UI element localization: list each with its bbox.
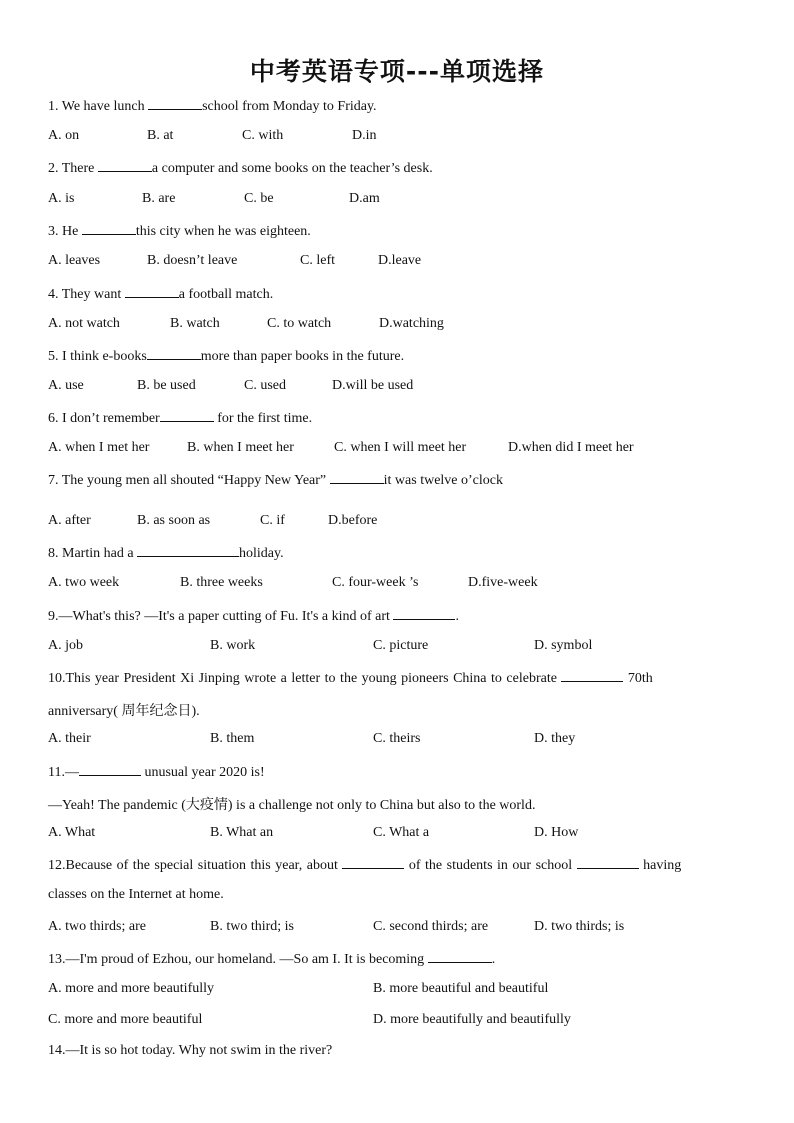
option-b: B. as soon as: [137, 513, 211, 528]
option-d: D. more beautifully and beautifully: [373, 1012, 571, 1027]
answer-blank: [98, 159, 152, 172]
option-c: C. with: [242, 128, 284, 143]
option-d: D.leave: [378, 253, 422, 268]
option-b: B. are: [142, 191, 176, 206]
option-d: D.when did I meet her: [508, 440, 634, 455]
question-12: 12.Because of the special situation this year, about of the students in our school having: [48, 858, 682, 873]
options-9: [48, 638, 748, 658]
question-8: 8. Martin had a holiday.: [48, 546, 284, 561]
option-a: A. when I met her: [48, 440, 150, 455]
option-b: B. more beautiful and beautiful: [373, 981, 549, 996]
options-12: [48, 919, 748, 939]
option-c: C. used: [244, 378, 286, 393]
option-c: C. more and more beautiful: [48, 1012, 203, 1027]
option-a: A. leaves: [48, 253, 101, 268]
option-b: B. work: [210, 638, 256, 653]
option-b: B. at: [147, 128, 174, 143]
question-11-reply: —Yeah! The pandemic (大疫情) is a challenge not only to China but also to the world.: [48, 798, 536, 813]
option-d: D. they: [534, 731, 576, 746]
option-c: C. be: [244, 191, 274, 206]
answer-blank: [137, 544, 239, 557]
answer-blank: [561, 669, 623, 682]
question-9: 9.—What's this? —It's a paper cutting of Fu. It's a kind of art .: [48, 609, 459, 624]
question-11: 11.— unusual year 2020 is!: [48, 765, 265, 780]
options-7: [48, 513, 748, 533]
option-c: C. picture: [373, 638, 429, 653]
option-d: D. How: [534, 825, 579, 840]
options-3: [48, 253, 748, 273]
option-b: B. two third; is: [210, 919, 295, 934]
question-14: 14.—It is so hot today. Why not swim in the river?: [48, 1043, 333, 1058]
question-10: 10.This year President Xi Jinping wrote a letter to the young pioneers China to celebrate 70th: [48, 671, 653, 686]
option-d: D. symbol: [534, 638, 593, 653]
answer-blank: [147, 347, 201, 360]
option-a: A. not watch: [48, 316, 120, 331]
answer-blank: [330, 471, 384, 484]
option-b: B. be used: [137, 378, 196, 393]
option-c: C. second thirds; are: [373, 919, 489, 934]
options-11: [48, 825, 748, 845]
question-2: 2. There a computer and some books on the teacher’s desk.: [48, 161, 433, 176]
options-13-row1: [48, 981, 748, 1001]
question-10-continued: anniversary( 周年纪念日).: [48, 704, 200, 719]
question-3: 3. He this city when he was eighteen.: [48, 224, 311, 239]
options-8: [48, 575, 748, 595]
answer-blank: [342, 856, 404, 869]
option-d: D.before: [328, 513, 378, 528]
option-d: D.five-week: [468, 575, 538, 590]
option-b: B. doesn’t leave: [147, 253, 238, 268]
answer-blank: [125, 285, 179, 298]
option-c: C. when I will meet her: [334, 440, 467, 455]
options-4: [48, 316, 748, 336]
option-a: A. on: [48, 128, 80, 143]
option-a: A. What: [48, 825, 96, 840]
answer-blank: [82, 222, 136, 235]
option-d: D.will be used: [332, 378, 414, 393]
option-b: B. watch: [170, 316, 220, 331]
question-7: 7. The young men all shouted “Happy New Year” it was twelve o’clock: [48, 473, 503, 488]
option-b: B. when I meet her: [187, 440, 294, 455]
option-a: A. their: [48, 731, 91, 746]
option-a: A. more and more beautifully: [48, 981, 215, 996]
question-6: 6. I don’t remember for the first time.: [48, 411, 313, 426]
options-10: [48, 731, 748, 751]
option-d: D.am: [349, 191, 380, 206]
answer-blank: [148, 97, 202, 110]
option-d: D. two thirds; is: [534, 919, 625, 934]
options-13-row2: [48, 1012, 748, 1032]
option-b: B. them: [210, 731, 255, 746]
option-b: B. What an: [210, 825, 274, 840]
option-b: B. three weeks: [180, 575, 263, 590]
option-a: A. is: [48, 191, 75, 206]
option-c: C. theirs: [373, 731, 421, 746]
option-c: C. What a: [373, 825, 430, 840]
option-d: D.watching: [379, 316, 444, 331]
option-c: C. four-week ’s: [332, 575, 419, 590]
option-d: D.in: [352, 128, 377, 143]
option-a: A. job: [48, 638, 83, 653]
option-c: C. left: [300, 253, 335, 268]
question-13: 13.—I'm proud of Ezhou, our homeland. —So am I. It is becoming .: [48, 952, 496, 967]
option-c: C. to watch: [267, 316, 332, 331]
question-5: 5. I think e-books more than paper books in the future.: [48, 349, 405, 364]
options-2: [48, 191, 748, 211]
options-1: [48, 128, 748, 148]
answer-blank: [79, 763, 141, 776]
options-6: [48, 440, 748, 460]
options-5: [48, 378, 748, 398]
answer-blank: [393, 607, 455, 620]
question-12-continued: classes on the Internet at home.: [48, 887, 224, 902]
question-1: 1. We have lunch school from Monday to Friday.: [48, 99, 377, 114]
option-a: A. two week: [48, 575, 120, 590]
answer-blank: [428, 950, 492, 963]
answer-blank: [160, 409, 214, 422]
answer-blank: [577, 856, 639, 869]
page-title: 中考英语专项---单项选择: [249, 57, 545, 86]
option-a: A. two thirds; are: [48, 919, 146, 934]
option-c: C. if: [260, 513, 285, 528]
option-a: A. after: [48, 513, 91, 528]
question-4: 4. They want a football match.: [48, 287, 274, 302]
option-a: A. use: [48, 378, 84, 393]
